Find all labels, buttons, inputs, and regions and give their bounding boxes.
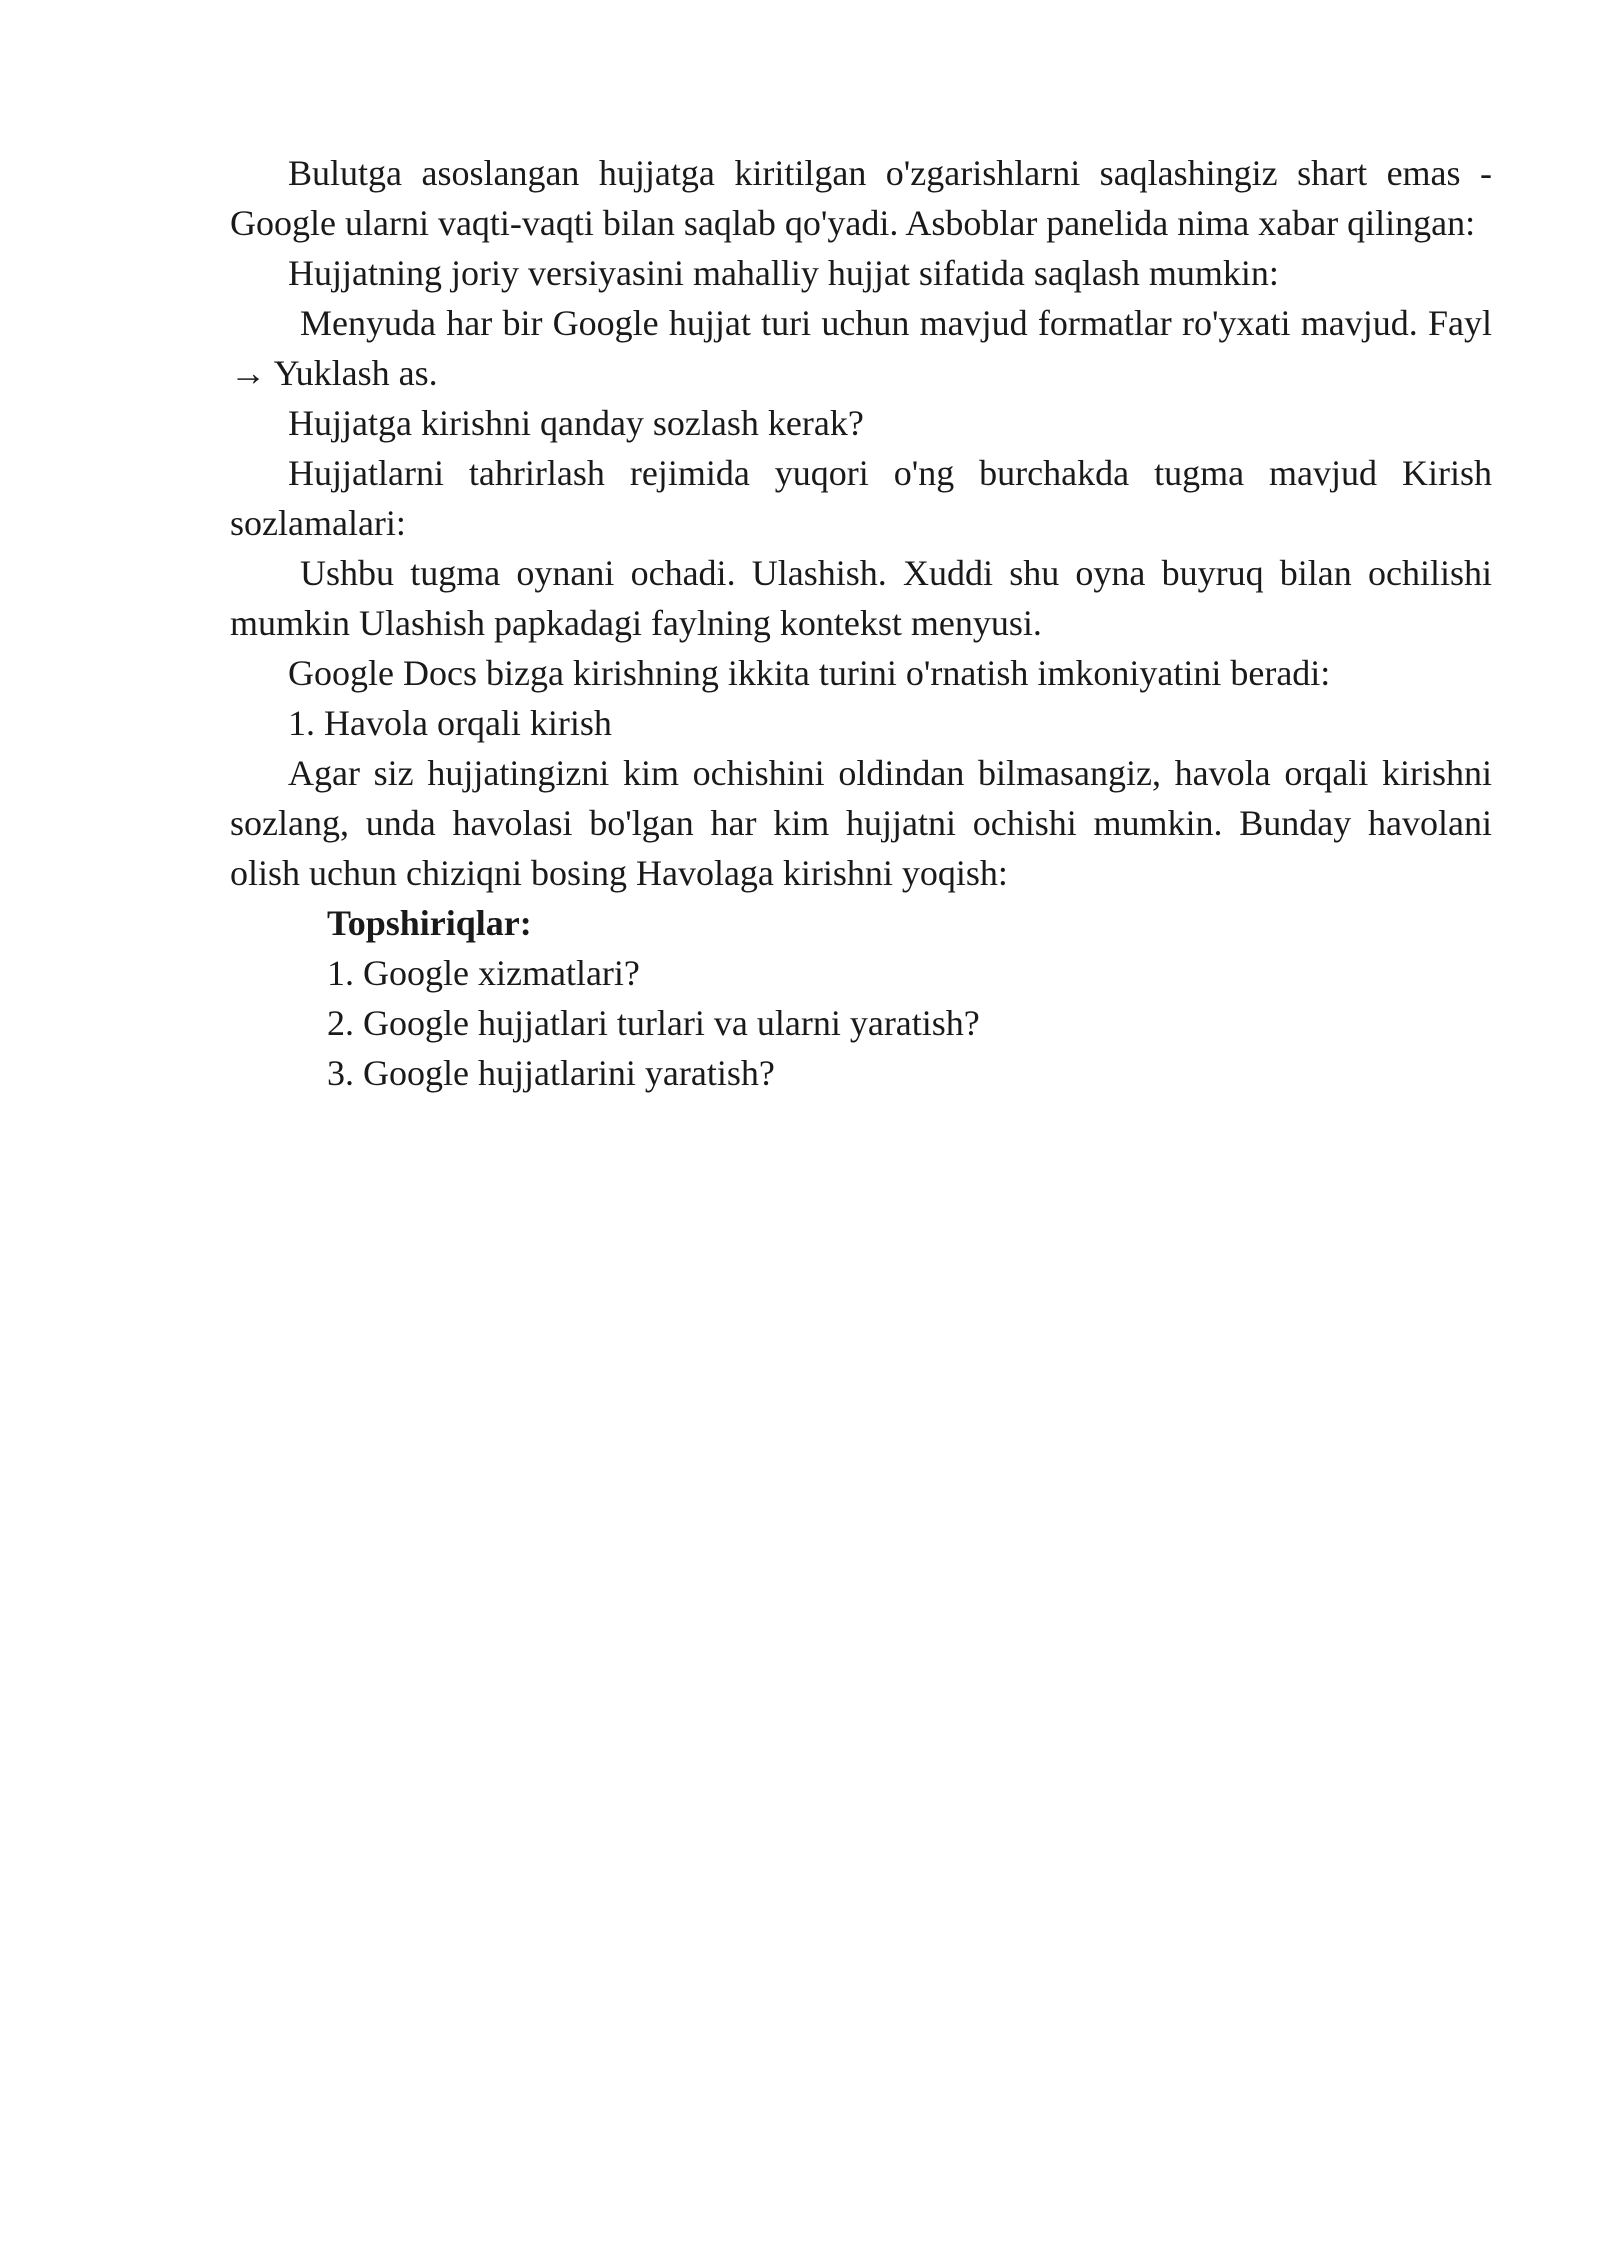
paragraph-link-access: Agar siz hujjatingizni kim ochishini oldindan bilmasangiz, havola orqali kirishni sozlang, unda havolasi bo'lgan har kim hujjatni ochishi mumkin. Bunday havolani olish uchun chiziqni bosing Havolaga kirishni yoqish:	[230, 753, 1492, 893]
tasks-title: Topshiriqlar:	[327, 903, 532, 943]
paragraph-share-window: Ushbu tugma oynani ochadi. Ulashish. Xuddi shu oyna buyruq bilan ochilishi mumkin Ulashish papkadagi faylning kontekst menyusi.	[230, 553, 1492, 643]
document-body	[230, 148, 1492, 1098]
tasks-section	[230, 898, 1492, 1098]
paragraph-link-access-heading: 1. Havola orqali kirish	[288, 703, 612, 743]
paragraph-access-settings: Hujjatlarni tahrirlash rejimida yuqori o'ng burchakda tugma mavjud Kirish sozlamalari:	[230, 453, 1492, 543]
paragraph-access-types: Google Docs bizga kirishning ikkita turini o'rnatish imkoniyatini beradi:	[288, 653, 1331, 693]
task-item: 2. Google hujjatlari turlari va ularni yaratish?	[327, 1003, 980, 1043]
paragraph-save-local: Hujjatning joriy versiyasini mahalliy hujjat sifatida saqlash mumkin:	[288, 253, 1279, 293]
paragraph-download-formats: Menyuda har bir Google hujjat turi uchun mavjud formatlar ro'yxati mavjud. Fayl → Yuklash as.	[230, 303, 1492, 393]
paragraph-access-question: Hujjatga kirishni qanday sozlash kerak?	[288, 403, 864, 443]
task-item: 3. Google hujjatlarini yaratish?	[327, 1053, 775, 1093]
task-item: 1. Google xizmatlari?	[327, 953, 640, 993]
paragraph-autosave: Bulutga asoslangan hujjatga kiritilgan o'zgarishlarni saqlashingiz shart emas - Google ularni vaqti-vaqti bilan saqlab qo'yadi. Asboblar panelida nima xabar qilingan:	[230, 153, 1492, 243]
